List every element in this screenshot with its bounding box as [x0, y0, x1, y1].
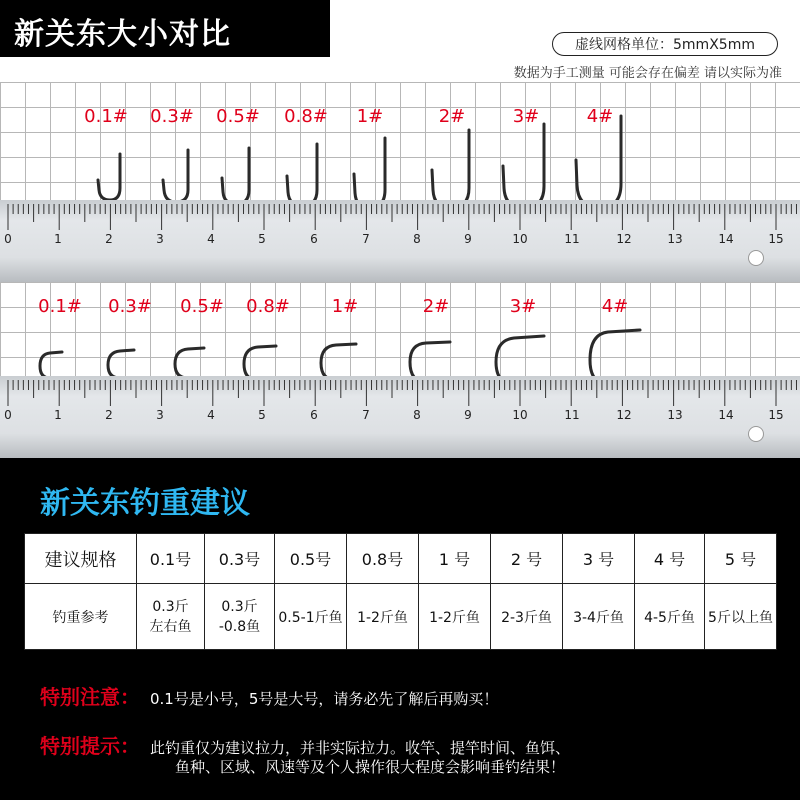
table-cell: 4 号 [635, 534, 705, 584]
ruler-number: 13 [667, 408, 683, 422]
size-label: 3# [512, 106, 540, 127]
row-label-spec: 建议规格 [25, 534, 137, 584]
recommendation-table [24, 533, 777, 650]
notice-tip-continued: 鱼种、区域、风速等及个人操作很大程度会影响垂钓结果！ [175, 758, 566, 776]
hook-0.5 [175, 348, 228, 378]
size-label: 1# [356, 106, 384, 127]
table-cell: 5斤以上鱼 [705, 584, 777, 650]
table-cell: 0.1号 [137, 534, 205, 584]
hook-1 [321, 344, 382, 380]
hook-1 [354, 138, 385, 208]
notice-label: 特别注意： [40, 685, 140, 709]
size-label: 0.3# [150, 106, 194, 127]
title-banner [0, 0, 330, 57]
table-row [25, 584, 777, 650]
row-label-weight: 钓重参考 [25, 584, 137, 650]
size-label: 4# [586, 106, 614, 127]
ruler-number: 3 [156, 408, 164, 422]
hook-4 [576, 116, 621, 208]
ruler-number: 14 [718, 232, 734, 246]
ruler-number: 9 [464, 232, 472, 246]
ruler-number: 4 [207, 232, 215, 246]
hook-2 [432, 130, 469, 208]
hook-3 [503, 124, 544, 208]
ruler-number: 6 [310, 232, 318, 246]
disclaimer: 数据为手工测量 可能会存在偏差 请以实际为准 [513, 66, 782, 81]
size-label: 0.8# [284, 106, 328, 127]
ruler-number: 14 [718, 408, 734, 422]
size-label: 0.5# [216, 106, 260, 127]
size-label: 4# [601, 296, 629, 317]
notice-tip [40, 730, 570, 759]
hook-0.8 [244, 346, 300, 380]
notice-text: 此钓重仅为建议拉力，并非实际拉力。收竿、提竿时间、鱼饵、 [150, 739, 571, 757]
ruler-number: 8 [413, 408, 421, 422]
ruler-number: 15 [768, 408, 784, 422]
size-label: 1# [331, 296, 359, 317]
table-cell: 0.3斤 -0.8鱼 [205, 584, 275, 650]
ruler-number: 5 [258, 408, 266, 422]
size-label: 2# [422, 296, 450, 317]
table-cell: 1-2斤鱼 [347, 584, 419, 650]
hook-0.3 [108, 350, 156, 378]
notice-attention [40, 681, 498, 710]
ruler-number: 13 [667, 232, 683, 246]
size-label: 0.3# [108, 296, 152, 317]
size-label: 2# [438, 106, 466, 127]
ruler-number: 7 [362, 408, 370, 422]
table-cell: 3-4斤鱼 [563, 584, 635, 650]
hook-row-vertical [0, 90, 800, 210]
ruler-number: 3 [156, 232, 164, 246]
hook-0.3 [163, 150, 188, 202]
ruler-hole [748, 250, 764, 266]
table-cell: 2-3斤鱼 [491, 584, 563, 650]
size-label: 0.5# [180, 296, 224, 317]
table-cell: 3 号 [563, 534, 635, 584]
ruler-number: 11 [564, 408, 580, 422]
ruler-number: 5 [258, 232, 266, 246]
ruler-lower [0, 376, 800, 458]
ruler-number: 12 [616, 408, 632, 422]
hook-0.1 [98, 154, 120, 200]
page-title: 新关东大小对比 [14, 17, 231, 52]
ruler-number: 15 [768, 232, 784, 246]
ruler-number: 12 [616, 232, 632, 246]
section-title: 新关东钓重建议 [40, 486, 250, 521]
ruler-number: 6 [310, 408, 318, 422]
table-cell: 0.3号 [205, 534, 275, 584]
ruler-number: 4 [207, 408, 215, 422]
table-cell: 2 号 [491, 534, 563, 584]
hook-0.8 [287, 144, 317, 206]
ruler-number: 1 [54, 408, 62, 422]
table-cell: 0.5-1斤鱼 [275, 584, 347, 650]
table-row [25, 534, 777, 584]
table-cell: 0.8号 [347, 534, 419, 584]
table-cell: 0.5号 [275, 534, 347, 584]
ruler-number: 10 [512, 232, 528, 246]
size-label: 0.1# [38, 296, 82, 317]
ruler-number: 1 [54, 232, 62, 246]
table-cell: 5 号 [705, 534, 777, 584]
ruler-number: 0 [4, 232, 12, 246]
ruler-ticks [0, 376, 800, 406]
ruler-number: 10 [512, 408, 528, 422]
ruler-ticks [0, 200, 800, 230]
ruler-number: 2 [105, 232, 113, 246]
ruler-number: 0 [4, 408, 12, 422]
table-cell: 1-2斤鱼 [419, 584, 491, 650]
ruler-number: 8 [413, 232, 421, 246]
ruler-number: 9 [464, 408, 472, 422]
hook-0.5 [222, 148, 249, 204]
hook-0.1 [40, 352, 82, 378]
size-label: 0.1# [84, 106, 128, 127]
ruler-number: 11 [564, 232, 580, 246]
notice-label: 特别提示： [40, 734, 140, 758]
size-label: 3# [509, 296, 537, 317]
size-label: 0.8# [246, 296, 290, 317]
table-cell: 1 号 [419, 534, 491, 584]
ruler-number: 7 [362, 232, 370, 246]
ruler-number: 2 [105, 408, 113, 422]
table-cell: 4-5斤鱼 [635, 584, 705, 650]
table-cell: 0.3斤 左右鱼 [137, 584, 205, 650]
ruler-upper [0, 200, 800, 282]
notice-text: 0.1号是小号，5号是大号，请务必先了解后再购买！ [150, 690, 499, 708]
ruler-hole [748, 426, 764, 442]
grid-unit-label: 虚线网格单位：5mmX5mm [552, 32, 778, 56]
